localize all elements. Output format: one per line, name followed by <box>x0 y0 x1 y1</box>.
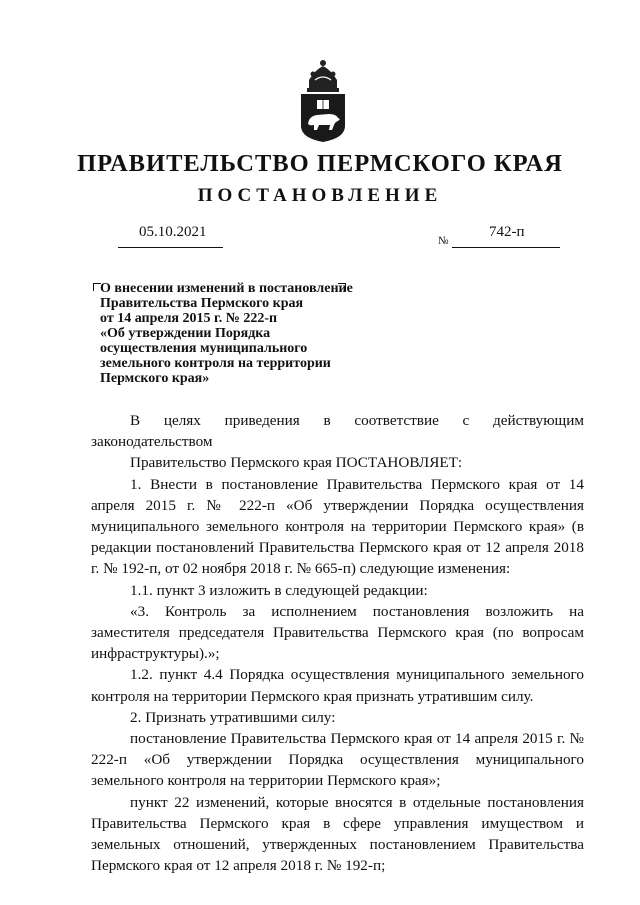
subject-line: осуществления муниципального <box>100 341 308 356</box>
body-paragraph: 1.1. пункт 3 изложить в следующей редакции: <box>130 581 428 599</box>
body-paragraph: 1.2. пункт 4.4 Порядка осуществления муниципального земельного контроля на территории Пермского края признать утратившим силу. <box>91 666 584 705</box>
body-paragraph: В целях приведения в соответствие с действующим законодательством <box>91 412 584 451</box>
body-paragraph: 1. Внести в постановление Правительства Пермского края от 14 апреля 2015 г. № 222-п «Об утверждении Порядка осуществления муниципального земельного контроля на территории Пермского края» (в редакции постановлений Правительства Пермского края от 12 апреля 2018 г. № 192-п, от 02 ноября 2018 г. № 665-п) следующие изменения: <box>91 475 584 578</box>
body-paragraph: постановление Правительства Пермского края от 14 апреля 2015 г. № 222-п «Об утверждении Порядка осуществления муниципального земельного контроля на территории Пермского края»; <box>91 730 584 790</box>
document-number: 742-п <box>489 224 525 240</box>
government-title: ПРАВИТЕЛЬСТВО ПЕРМСКОГО КРАЯ <box>77 150 563 177</box>
body-paragraph: 2. Признать утратившими силу: <box>130 708 336 726</box>
subject-line: О внесении изменений в постановление <box>100 281 353 296</box>
body-paragraph: пункт 22 изменений, которые вносятся в отдельные постановления Правительства Пермского края в сфере управления имуществом и земельных отношений, утвержденных постановлением Правительства Пермского края от 12 апреля 2018 г. № 192-п; <box>91 793 584 875</box>
subject-line: от 14 апреля 2015 г. № 222-п <box>100 311 278 326</box>
number-label: № <box>438 235 449 247</box>
subject-line: Пермского края» <box>100 371 210 386</box>
date-underline <box>118 247 223 248</box>
document-subject <box>100 281 360 386</box>
subject-line: Правительства Пермского края <box>100 296 304 311</box>
document-date: 05.10.2021 <box>139 224 207 240</box>
subject-line: земельного контроля на территории <box>100 356 331 371</box>
number-underline <box>452 247 560 248</box>
body-paragraph: Правительство Пермского края ПОСТАНОВЛЯЕТ: <box>130 454 463 472</box>
perm-krai-coat-of-arms-icon <box>295 58 351 144</box>
body-paragraph: «3. Контроль за исполнением постановления возложить на заместителя председателя Правительства Пермского края (по вопросам инфраструктуры).»; <box>91 602 584 663</box>
subject-line: «Об утверждении Порядка <box>100 326 271 341</box>
document-type: ПОСТАНОВЛЕНИЕ <box>197 185 443 206</box>
document-body <box>91 410 584 876</box>
